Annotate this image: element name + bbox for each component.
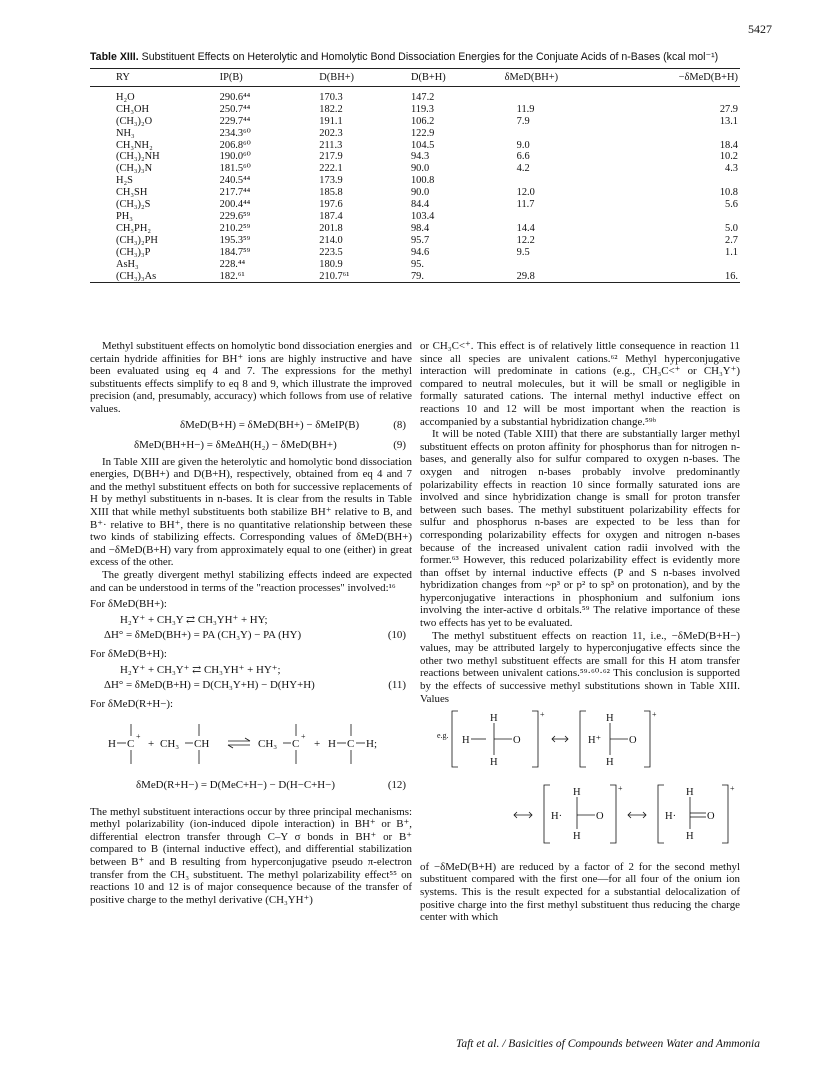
table-cell: 222.1 <box>319 163 343 175</box>
table-cell: 5.6 <box>725 199 738 211</box>
table-cell: 147.2 <box>410 91 435 103</box>
table-cell <box>616 128 740 140</box>
table-row <box>90 259 740 271</box>
table-cell: 2.7 <box>725 234 738 246</box>
atom-label: CH₃ <box>160 738 180 751</box>
table-cell: 250.7⁴⁴ <box>219 103 251 115</box>
table-cell: 182.⁶¹ <box>219 270 245 282</box>
table-cell: 180.9 <box>319 258 343 270</box>
table-header: D(B+H) <box>410 72 446 83</box>
table-header: D(BH+) <box>319 72 355 83</box>
table-cell <box>503 259 617 271</box>
table-cell: 98.4 <box>410 222 430 234</box>
table-row <box>90 235 740 247</box>
resonance-structures <box>420 705 740 857</box>
table-cell: CH₃SH <box>116 187 148 199</box>
atom-label: H; <box>366 738 377 751</box>
reaction-11: H₂Y⁺ + CH₃Y⁺ ⇄ CH₃YH⁺ + HY⁺; <box>120 664 281 677</box>
enthalpy-10 <box>90 629 412 644</box>
table-row <box>90 116 740 128</box>
table-cell: 27.9 <box>719 103 738 115</box>
atom-label: H· <box>665 811 677 823</box>
table-cell: 103.4 <box>410 210 435 222</box>
table-cell: (CH₃)₂S <box>116 199 151 211</box>
table-cell: 223.5 <box>319 246 343 258</box>
reaction-label: For δMeD(BH+): <box>90 598 167 611</box>
table-cell: 6.6 <box>516 151 530 163</box>
atom-label: H <box>328 738 336 751</box>
table-cell: (CH₃)₂NH <box>116 151 160 163</box>
atom-label: CH₃ <box>258 738 278 751</box>
table-cell: 84.4 <box>410 199 430 211</box>
atom-label: O <box>513 735 521 747</box>
atom-label: H <box>606 757 614 769</box>
paragraph: The greatly divergent methyl stabilizing effects indeed are expected and can be understood in terms of the "reaction processes" involved:¹⁶ <box>90 568 412 594</box>
atom-label: H <box>573 831 581 843</box>
table-row <box>90 271 740 283</box>
table-cell: 119.3 <box>410 103 434 115</box>
table-cell: 201.8 <box>319 222 343 234</box>
equation-9 <box>90 436 412 456</box>
atom-label: H⁺ <box>588 735 602 747</box>
running-footer: Taft et al. / Basicities of Compounds between Water and Ammonia <box>456 1038 761 1050</box>
enthalpy-11 <box>90 679 412 694</box>
atom-label: H <box>573 787 581 799</box>
example-label: e.g. <box>437 731 449 741</box>
table-cell: (CH₃)₂O <box>116 115 153 127</box>
table-cell: 7.9 <box>516 115 530 127</box>
equation-number: (9) <box>393 438 406 451</box>
table-cell: 5.0 <box>725 222 738 234</box>
table-caption-text: Substituent Effects on Heterolytic and Homolytic Bond Dissociation Energies for the Conjuate Acids of n-Bases (kcal mol⁻¹) <box>141 51 719 63</box>
equation-number: (8) <box>393 418 406 431</box>
atom-label: H <box>606 713 614 725</box>
table-cell <box>616 86 740 103</box>
table-cell: 90.0 <box>410 163 430 175</box>
table-cell: 206.8⁶⁰ <box>219 139 251 151</box>
table-cell: AsH₃ <box>116 258 139 270</box>
table-cell <box>616 259 740 271</box>
table-cell: NH₃ <box>116 127 135 139</box>
table-caption-label: Table XIII. <box>90 51 139 63</box>
table-cell: 94.6 <box>410 246 430 258</box>
table-cell: 202.3 <box>319 127 343 139</box>
atom-label: H <box>462 735 470 747</box>
table-header-row <box>90 69 740 87</box>
table-cell: 187.4 <box>319 210 343 222</box>
equation-text: δMeD(B+H) = δMeD(BH+) − δMeIP(B) <box>180 418 360 431</box>
data-table <box>90 68 740 283</box>
table-header: RY <box>116 72 130 83</box>
table-cell: (CH₃)₂PH <box>116 234 158 246</box>
table-cell: 106.2 <box>410 115 435 127</box>
atom-label: H· <box>551 811 563 823</box>
table-cell <box>503 86 617 103</box>
table-cell: 104.5 <box>410 139 435 151</box>
right-column <box>420 340 740 924</box>
table-cell: 122.9 <box>410 127 435 139</box>
atom-label: CH <box>194 738 210 751</box>
table-cell: 195.3⁵⁹ <box>219 234 251 246</box>
table-cell: 16. <box>725 270 738 282</box>
table-cell: 290.6⁴⁴ <box>219 91 251 103</box>
equation-text: δMeD(BH+H−) = δMeΔH(H₂) − δMeD(BH+) <box>134 438 337 451</box>
table-row <box>90 211 740 223</box>
table-cell <box>503 175 617 187</box>
paragraph: of −δMeD(B+H) are reduced by a factor of 2 for the second methyl substituent compared with the first one—for all four of the onium ion systems. This is the result expected for a substantial delocalization of positive charge into the first methyl substituent thus reducing the charge center with which <box>420 860 740 924</box>
atom-label: H <box>686 787 694 799</box>
table-row <box>90 140 740 152</box>
table-cell: 214.0 <box>319 234 343 246</box>
table-cell <box>616 175 740 187</box>
table-row <box>90 199 740 211</box>
atom-label: C <box>127 738 135 751</box>
table-cell: 10.8 <box>719 187 738 199</box>
atom-label: C <box>347 738 355 751</box>
table-cell: 181.5⁶⁰ <box>219 163 251 175</box>
table-cell: 240.5⁴⁴ <box>219 175 251 187</box>
table-cell: 184.7⁵⁹ <box>219 246 251 258</box>
table-cell: 217.9 <box>319 151 343 163</box>
charge-label: + <box>730 784 735 794</box>
table-cell: 173.9 <box>319 175 343 187</box>
table-cell: 210.7⁶¹ <box>319 270 350 282</box>
table-cell: 18.4 <box>719 139 738 151</box>
reaction-label: For δMeD(R+H−): <box>90 698 174 711</box>
reaction-label: For δMeD(B+H): <box>90 648 167 661</box>
equation-text: δMeD(R+H−) = D(MeC+H−) − D(H−C+H−) <box>136 778 335 791</box>
table-header: IP(B) <box>219 72 243 83</box>
operator: + <box>148 738 155 751</box>
table-cell: 229.7⁴⁴ <box>219 115 251 127</box>
table-cell: 100.8 <box>410 175 435 187</box>
table-cell: 234.3⁶⁰ <box>219 127 251 139</box>
atom-label: C <box>292 738 300 751</box>
page-number: 5427 <box>748 22 772 36</box>
reaction-12-scheme <box>90 714 412 772</box>
equation-text: ΔH° = δMeD(B+H) = D(CH₃Y+H) − D(HY+H) <box>104 679 315 692</box>
table-cell: 185.8 <box>319 187 343 199</box>
table-row <box>90 175 740 187</box>
atom-label: H <box>686 831 694 843</box>
table-header: −δMeD(B+H) <box>678 72 738 83</box>
table-row <box>90 163 740 175</box>
atom-label: H <box>490 713 498 725</box>
table-cell: 197.6 <box>319 199 343 211</box>
charge-label: + <box>540 710 545 720</box>
table-row <box>90 128 740 140</box>
table-cell: 170.3 <box>319 91 343 103</box>
table-cell <box>503 128 617 140</box>
left-column <box>90 340 412 906</box>
operator: + <box>314 738 321 751</box>
table-cell: H₂S <box>116 175 133 187</box>
paragraph: In Table XIII are given the heterolytic and homolytic bond dissociation energies, D(BH+) and D(B+H), respectively, obtained from eq 4 and 7 and the methyl substituent effects on both for successive replacements of H by methyl substituents in n-bases. It is clear from the results in Table XIII that while methyl substituents both stabilize BH⁺ relative to B, and B⁺· relative to BH⁺, there is no quantitative relationship between these two kinds of stabilizing effects. Corresponding values of δMeD(BH+) and −δMeD(B+H) vary from approximately equal to one (either) in great excess of the other. <box>90 455 412 569</box>
table-cell: 4.3 <box>725 163 738 175</box>
table-cell: H₂O <box>116 91 135 103</box>
table-cell: CH₃OH <box>116 103 150 115</box>
table-cell: 217.7⁴⁴ <box>219 187 251 199</box>
table-cell: CH₃PH₂ <box>116 222 151 234</box>
table-cell: 229.6⁵⁹ <box>219 210 251 222</box>
table-cell: 210.2⁵⁹ <box>219 222 251 234</box>
table-cell <box>616 211 740 223</box>
equation-8 <box>90 416 412 436</box>
table-cell: 1.1 <box>725 246 738 258</box>
paragraph: The methyl substituent interactions occur by three principal mechanisms: methyl polarizability (ion-induced dipole interaction) in BH⁺ or B⁺, differential electron transfer through C–Y σ bonds in BH⁺ or B⁺ compared to B (internal inductive effect), and differential stabilization between B⁺ and B resulting from hyperconjugative pseudo π-electron transfer from the CH₃ substituent. The methyl polarizability effect⁵⁵ on reactions 10 and 12 is of major consequence because of the transfer of positive charge to the methyl derivative (CH₃YH⁺) <box>90 805 412 906</box>
table-row <box>90 86 740 103</box>
table-cell: 12.0 <box>516 187 535 199</box>
table-cell: 11.9 <box>516 103 535 115</box>
paragraph: The methyl substituent effects on reaction 11, i.e., −δMeD(B+H−) values, may be attributed largely to hyperconjugative effects since the other two methyl substituent effects are small for this H atom transfer reactions between univalent cations.⁵⁹·⁶⁰·⁶² This conclusion is supported by the effects of successive methyl substitutions shown in Table XIII. Values <box>420 629 740 705</box>
table-cell: 95.7 <box>410 234 430 246</box>
table-cell: 12.2 <box>516 234 535 246</box>
paragraph: It will be noted (Table XIII) that there are substantially larger methyl substituent effects on proton affinity for phosphorus than for nitrogen n-bases, and generally also for sulfur compared to oxygen n-bases. The oxygen and nitrogen n-bases probably involve predominantly polarizability effects in reaction 10 since formally saturated ions are involved and since hybridization change is small for proton transfer between such bases. The methyl substituent polarizability effects for sulfur and phosphorus n-bases are expected to be less than for corresponding polarizability effects for oxygen and nitrogen n-bases because of the increased univalent cation radii involved with the former.⁶³ However, this reduced polarizability effect is evidently more than offset by internal inductive effects (P and S n-bases involved hybridization changes from ~p³ or p² to sp³ on protonation), and by the hyperconjugative interactions in phosphonium and sulfonium ions involving the inter-active d orbitals.⁵⁹ The relative importance of these two effects has yet to be evaluated. <box>420 428 740 630</box>
equation-12 <box>90 776 412 798</box>
table-cell: 13.1 <box>719 115 738 127</box>
paragraph: or CH₃C<⁺. This effect is of relatively little consequence in reaction 11 since all species are univalent cations.⁶² Methyl hyperconjugative interaction will predominate in cations (e.g., CH₃C<⁺ or CH₃Y⁺) compared to neutral molecules, but it will be small or negligible in formally saturated cations. The internal methyl inductive effect on reactions 10 and 12 will be most important when the reaction is accompanied by a substantial hybridization change.⁵⁹ᵇ <box>420 340 740 428</box>
atom-label: H <box>490 757 498 769</box>
table-cell: CH₃NH₂ <box>116 139 153 151</box>
table-cell: 9.0 <box>516 139 530 151</box>
table-body <box>90 86 740 283</box>
table-cell <box>503 211 617 223</box>
table-header: δMeD(BH+) <box>504 72 559 83</box>
table-row <box>90 151 740 163</box>
table-cell: 211.3 <box>319 139 343 151</box>
equation-number: (12) <box>387 778 406 791</box>
atom-label: H <box>108 738 116 751</box>
table-cell: 94.3 <box>410 151 430 163</box>
table-cell: 95. <box>410 258 424 270</box>
table-caption <box>90 51 750 63</box>
atom-label: O <box>707 811 715 823</box>
table-cell: 228.⁴⁴ <box>219 258 246 270</box>
table-row <box>90 247 740 259</box>
table-cell: 11.7 <box>516 199 535 211</box>
table-cell: 190.0⁶⁰ <box>219 151 251 163</box>
equation-number: (10) <box>387 629 406 642</box>
charge-label: + <box>136 732 141 742</box>
reaction-10: H₂Y⁺ + CH₃Y ⇄ CH₃YH⁺ + HY; <box>120 614 268 627</box>
table-cell: 191.1 <box>319 115 343 127</box>
table-cell: (CH₃)₃P <box>116 246 151 258</box>
table-cell: 182.2 <box>319 103 343 115</box>
equation-text: ΔH° = δMeD(BH+) = PA (CH₃Y) − PA (HY) <box>104 629 302 642</box>
table-cell: 14.4 <box>516 222 535 234</box>
table-cell: 200.4⁴⁴ <box>219 199 251 211</box>
atom-label: O <box>596 811 604 823</box>
table-row <box>90 104 740 116</box>
charge-label: + <box>301 732 306 742</box>
table-cell: 4.2 <box>516 163 530 175</box>
table-cell: 29.8 <box>516 270 535 282</box>
table-cell: (CH₃)₃N <box>116 163 153 175</box>
table-cell: 9.5 <box>516 246 530 258</box>
table-cell: PH₃ <box>116 210 133 222</box>
table-cell: 90.0 <box>410 187 430 199</box>
equation-number: (11) <box>388 679 406 692</box>
atom-label: O <box>629 735 637 747</box>
charge-label: + <box>652 710 657 720</box>
table-row <box>90 223 740 235</box>
table-row <box>90 187 740 199</box>
table-cell: (CH₃)₃As <box>116 270 157 282</box>
charge-label: + <box>618 784 623 794</box>
table-cell: 10.2 <box>719 151 738 163</box>
table-cell: 79. <box>410 270 424 282</box>
paragraph: Methyl substituent effects on homolytic bond dissociation energies and certain hydride affinities for BH⁺ ions are highly instructive and have been evaluated using eq 4 and 7. The expressions for the methyl substituents effects simplify to eq 8 and 9, which illustrate the improved precision (and, presumably, accuracy) which follows from use of relative values. <box>90 340 412 415</box>
